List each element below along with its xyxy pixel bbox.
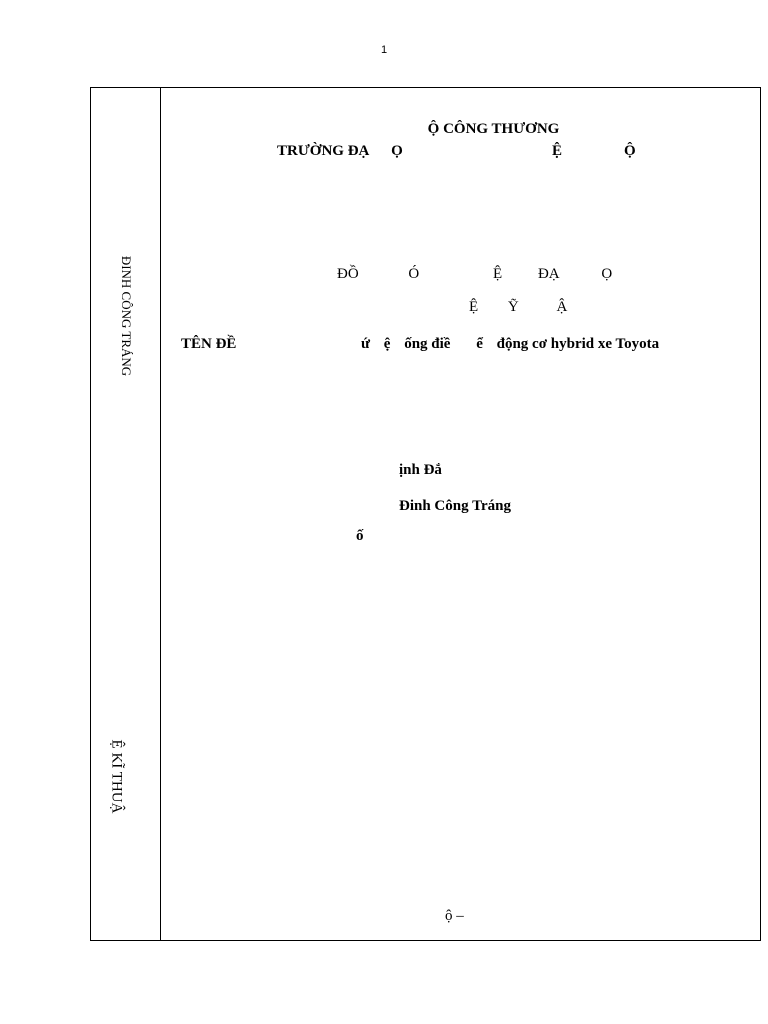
topic-title-part: ệ: [383, 336, 391, 352]
student-label: ịnh Đắ: [399, 462, 442, 478]
place-date: ộ –: [445, 908, 464, 924]
class-label: ố: [356, 528, 364, 544]
topic-title-part: ứ: [361, 336, 371, 352]
cover-main: [161, 88, 760, 940]
thesis-type-word: Ậ: [556, 299, 568, 315]
cover-frame: [90, 87, 761, 941]
thesis-type-word: Ệ: [469, 299, 479, 315]
university-fragment: Ệ: [552, 143, 563, 159]
topic-title-part: động cơ hybrid xe Toyota: [496, 336, 660, 352]
thesis-type-word: ĐỒ: [337, 266, 359, 282]
thesis-type-word: Ó: [408, 266, 420, 282]
university-name: TRƯỜNG ĐẠ: [277, 143, 370, 159]
university-title: [277, 143, 403, 160]
page-number: 1: [380, 44, 388, 56]
university-fragment: Ọ: [391, 143, 403, 159]
thesis-type-word: ĐẠ: [537, 266, 560, 282]
topic-title-part: ống điề: [404, 336, 451, 352]
topic-label: TÊN ĐỀ: [181, 336, 237, 352]
thesis-type-word: Ỹ: [507, 299, 519, 315]
thesis-type-word: Ọ: [601, 266, 613, 282]
thesis-type-line-1: [337, 266, 612, 283]
university-fragment: Ộ: [624, 143, 636, 159]
thesis-type-word: Ệ: [493, 266, 503, 282]
thesis-type-line-2: [469, 299, 567, 316]
spine-author-name: ĐINH CÔNG TRÁNG: [119, 255, 134, 377]
topic-title: [361, 336, 659, 353]
student-name: Đinh Công Tráng: [399, 498, 511, 514]
spine-column: [91, 88, 161, 940]
topic-title-part: ể: [476, 336, 483, 352]
spine-major: Ệ KĨ THUẬ: [108, 739, 125, 814]
ministry-title: Ộ CÔNG THƯƠNG: [427, 121, 560, 137]
